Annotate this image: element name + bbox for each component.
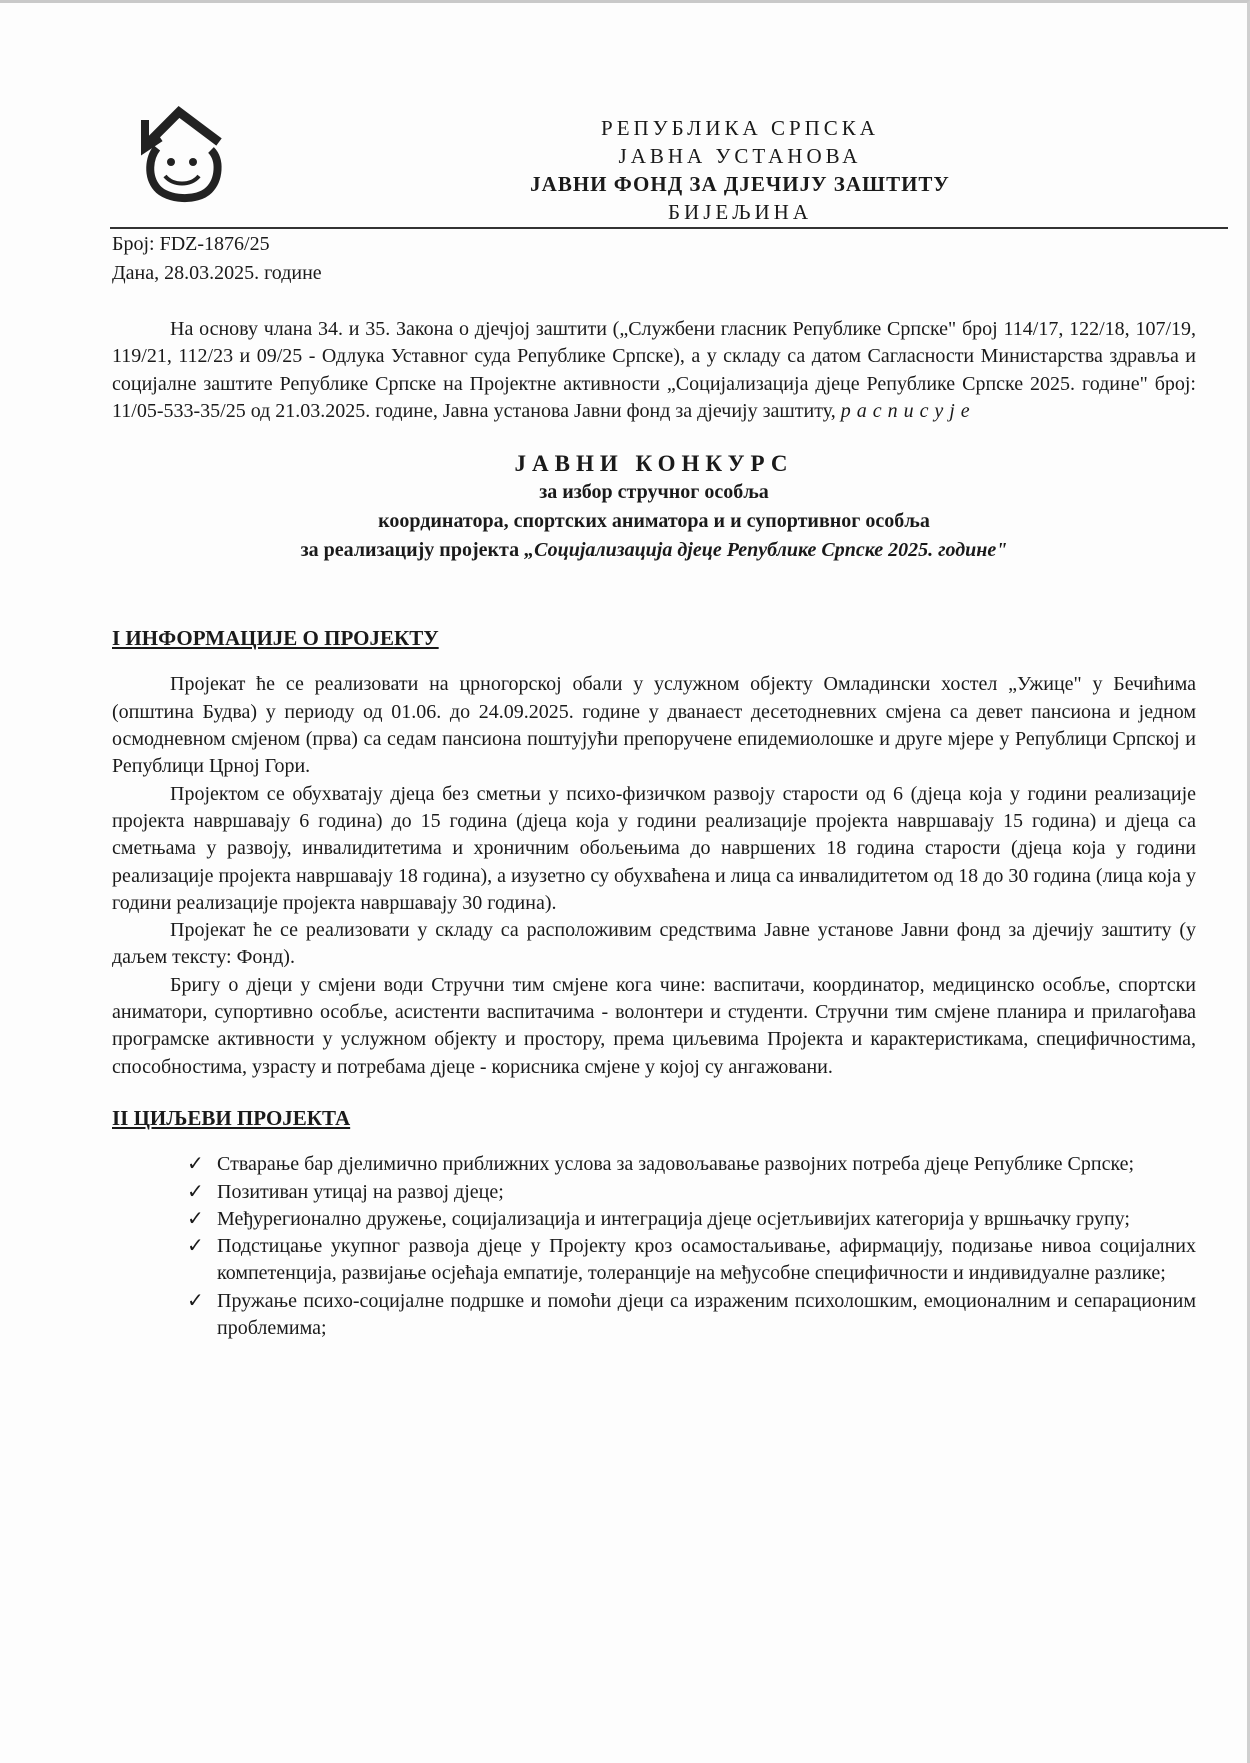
letterhead-institution-type: ЈАВНА УСТАНОВА: [618, 144, 862, 168]
list-item: [187, 1288, 1196, 1343]
intro-text: На основу члана 34. и 35. Закона о дјечјој заштити („Службени гласник Републике Српске" број 114/17, 122/18, 107/19, 119/21, 112/23 и 09/25 - Одлука Уставног суда Републике Српске), а у складу са датом Сагласности Министарства здравља и социјалне заштите Републике Српске на Пројектне активности „Социјализација дјеце Републике Српске 2025. године" број: 11/05-533-35/25 од 21.03.2025. године, Јавна установа Јавни фонд за дјечију заштиту,: [112, 318, 1196, 422]
section-1-paragraph: Бригу о дјеци у смјени води Стручни тим смјене кога чине: васпитачи, координатор, медицинско особље, спортски аниматори, супортивно особље, асистенти васпитачима - волонтери и студенти. Стручни тим смјене планира и прилагођава програмске активности у услужном објекту и простору, према циљевима Пројекта и карактеристикама, специфичностима, способностима, узрасту и потребама дјеце - корисника смјене у којој су ангажовани.: [112, 973, 1196, 1078]
section-1-paragraph: Пројекат ће се реализовати на црногорској обали у услужном објекту Омладински хостел „Ужице" у Бечићима (општина Будва) у периоду од 01.06. до 24.09.2025. године у дванаест десетодневних смјена са девет пансиона и једном осмодневном смјеном (прва) са седам пансиона поштујући препоручене епидемиолошке и друге мјере у Републици Српској и Републици Црној Гори.: [112, 673, 1196, 778]
letterhead-institution-name: ЈАВНИ ФОНД ЗА ДЈЕЧИЈУ ЗАШТИТУ: [530, 172, 950, 196]
document-reference: [112, 230, 322, 288]
title-main: ЈАВНИ КОНКУРС: [514, 451, 794, 477]
list-item: [187, 1206, 1196, 1233]
checkmark-icon: ✓: [187, 1153, 204, 1176]
title-line-2: за избор стручног особља: [539, 481, 769, 504]
goal-text: Стварање бар дјелимично приближних услова за задовољавање развојних потреба дјеце Републике Српске;: [217, 1153, 1135, 1176]
title-line-4: [112, 536, 1196, 565]
checkmark-icon: ✓: [187, 1289, 204, 1312]
intro-emphasis: расписује: [840, 399, 976, 422]
goal-text: Подстицање укупног развоја дјеце у Пројекту кроз осамостаљивање, афирмацију, подизање нивоа социјалних компетенција, развијање осјећаја емпатије, толеранције на међусобне специфичности и индивидуалне разлике;: [217, 1235, 1196, 1285]
section-2-heading: II ЦИЉЕВИ ПРОЈЕКТА: [112, 1105, 351, 1130]
goal-text: Пружање психо-социјалне подршке и помоћи дјеци са израженим психолошким, емоционалним и сепарационим проблемима;: [217, 1289, 1196, 1340]
checkmark-icon: ✓: [187, 1235, 204, 1258]
children-fund-logo-icon: [135, 104, 235, 204]
goal-text: Позитиван утицај на развој дјеце;: [217, 1180, 504, 1203]
document-date: Дана, 28.03.2025. године: [112, 262, 322, 284]
title-line-4-prefix: за реализацију пројекта: [300, 539, 525, 562]
document-number: Број: FDZ-1876/25: [112, 233, 270, 255]
intro-paragraph: [112, 316, 1196, 425]
letterhead-city: БИЈЕЉИНА: [667, 200, 813, 224]
list-item: [187, 1179, 1196, 1206]
header-divider: [110, 227, 1228, 229]
section-1-heading: I ИНФОРМАЦИЈЕ О ПРОЈЕКТУ: [112, 626, 439, 651]
letterhead: [480, 114, 1000, 226]
section-1-paragraph: Пројектом се обухватају дјеца без сметњи у психо-физичком развоју старости од 6 (дјеца која у години реализације пројекта навршавају 6 година) до 15 година (дјеца која у години реализације пројекта навршавају 15 година) и дјеца са сметњама у развоју, инвалидитетима и хроничним обољењима до навршених 18 година старости (дјеца која у години реализације пројекта навршавају 18 година), а изузетно су обухваћена и лица са инвалидитетом од 18 до 30 година (лица која у години реализације пројекта навршавају 30 година).: [112, 782, 1196, 914]
section-1-paragraph: Пројекат ће се реализовати у складу са расположивим средствима Јавне установе Јавни фонд за дјечију заштиту (у даљем тексту: Фонд).: [112, 919, 1196, 969]
project-name: „Социјализација дјеце Републике Српске 2025. године": [524, 539, 1008, 562]
letterhead-republic: РЕПУБЛИКА СРПСКА: [601, 116, 879, 140]
list-item: [187, 1151, 1196, 1178]
checkmark-icon: ✓: [187, 1180, 204, 1203]
list-item: [187, 1233, 1196, 1288]
document-body: [112, 316, 1196, 1342]
goals-list: [112, 1151, 1196, 1342]
title-line-3: координатора, спортских аниматора и и супортивног особља: [378, 510, 930, 533]
competition-title: [112, 449, 1196, 565]
checkmark-icon: ✓: [187, 1207, 204, 1230]
goal-text: Међурегионално дружење, социјализација и интеграција дјеце осјетљивијих категорија у вршњачку групу;: [217, 1207, 1130, 1230]
